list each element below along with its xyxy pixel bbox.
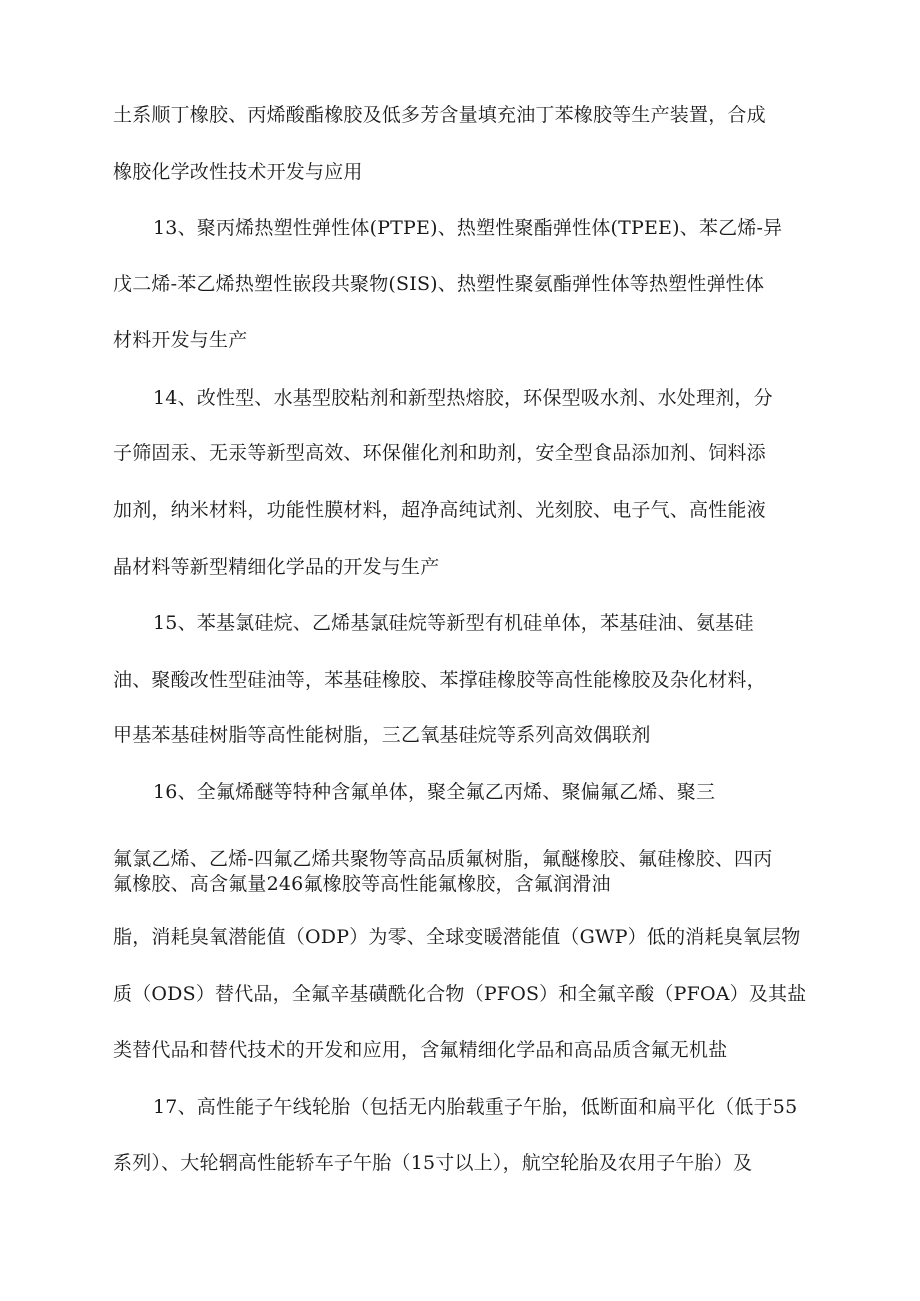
text-line: 土系顺丁橡胶、丙烯酸酯橡胶及低多芳含量填充油丁苯橡胶等生产装置，合成: [113, 104, 766, 126]
text-line: 橡胶化学改性技术开发与应用: [113, 161, 363, 183]
text-line: 油、聚酸改性型硅油等，苯基硅橡胶、苯撑硅橡胶等高性能橡胶及杂化材料，: [113, 669, 766, 691]
text-line: 系列）、大轮辋高性能轿车子午胎（15寸以上），航空轮胎及农用子午胎）及: [113, 1152, 753, 1174]
paragraph-16-start: 16、全氟烯醚等特种含氟单体，聚全氟乙丙烯、聚偏氟乙烯、聚三: [153, 781, 716, 803]
text-line: 戊二烯-苯乙烯热塑性嵌段共聚物(SIS)、热塑性聚氨酯弹性体等热塑性弹性体: [113, 273, 765, 295]
text-line: 加剂，纳米材料，功能性膜材料，超净高纯试剂、光刻胶、电子气、高性能液: [113, 499, 766, 521]
text-line: 晶材料等新型精细化学品的开发与生产: [113, 556, 440, 578]
paragraph-17-start: 17、高性能子午线轮胎（包括无内胎载重子午胎，低断面和扁平化（低于55: [153, 1096, 798, 1118]
text-line: 子筛固汞、无汞等新型高效、环保催化剂和助剂，安全型食品添加剂、饲料添: [113, 442, 766, 464]
text-line: 材料开发与生产: [113, 329, 248, 351]
paragraph-15-start: 15、苯基氯硅烷、乙烯基氯硅烷等新型有机硅单体，苯基硅油、氨基硅: [153, 612, 754, 634]
text-line: 脂，消耗臭氧潜能值（ODP）为零、全球变暖潜能值（GWP）低的消耗臭氧层物: [113, 926, 801, 948]
text-line: 氟氯乙烯、乙烯-四氟乙烯共聚物等高品质氟树脂，氟醚橡胶、氟硅橡胶、四丙: [113, 848, 773, 870]
text-line: 质（ODS）替代品，全氟辛基磺酰化合物（PFOS）和全氟辛酸（PFOA）及其盐: [113, 983, 807, 1005]
text-line: 氟橡胶、高含氟量246氟橡胶等高性能氟橡胶，含氟润滑油: [113, 873, 611, 895]
text-line: 类替代品和替代技术的开发和应用，含氟精细化学品和高品质含氟无机盐: [113, 1039, 728, 1061]
text-line: 甲基苯基硅树脂等高性能树脂，三乙氧基硅烷等系列高效偶联剂: [113, 724, 651, 746]
paragraph-13-start: 13、聚丙烯热塑性弹性体(PTPE)、热塑性聚酯弹性体(TPEE)、苯乙烯-异: [153, 217, 783, 239]
paragraph-14-start: 14、改性型、水基型胶粘剂和新型热熔胶，环保型吸水剂、水处理剂，分: [153, 387, 773, 409]
